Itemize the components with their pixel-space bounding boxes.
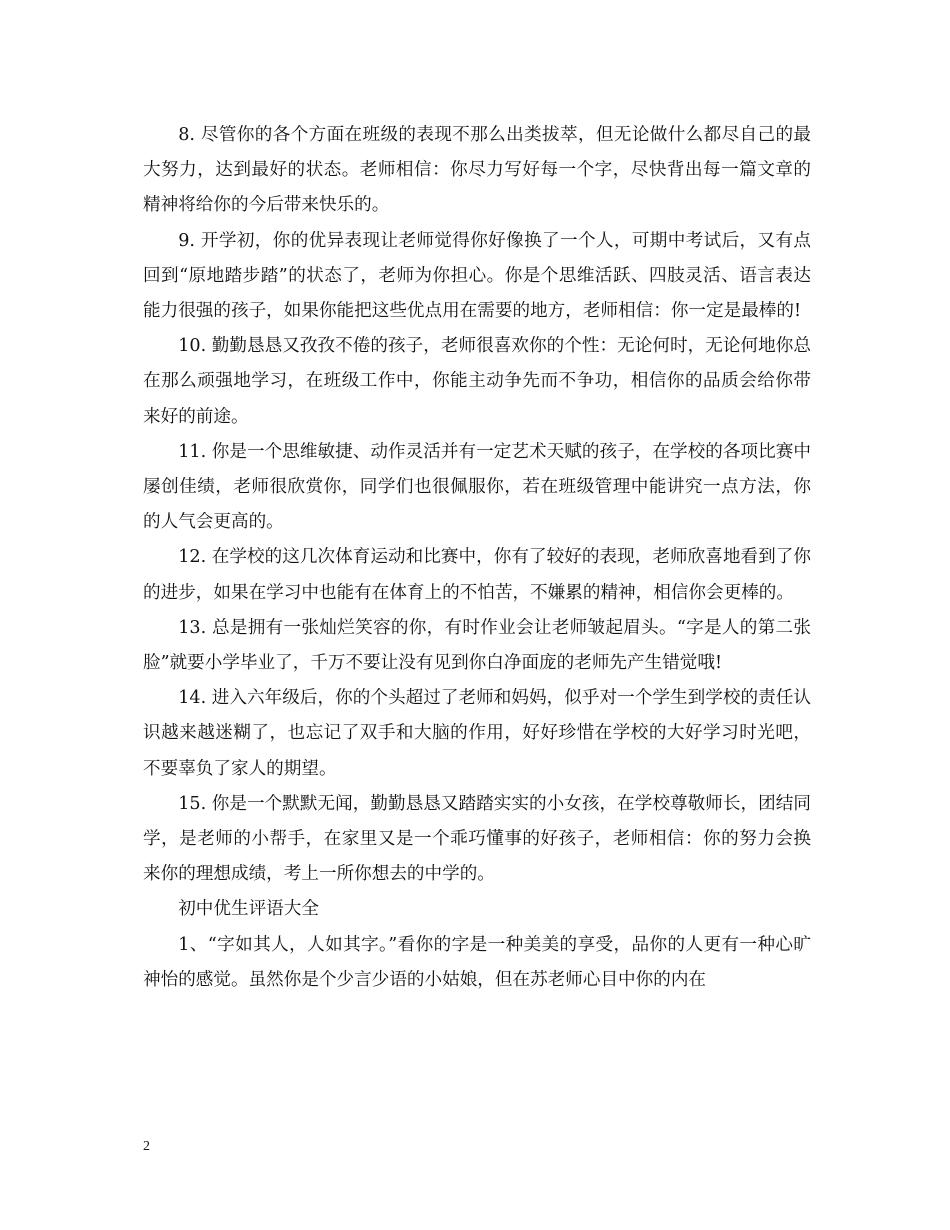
comment-paragraph-13: 13. 总是拥有一张灿烂笑容的你，有时作业会让老师皱起眉头。“字是人的第二张脸”就要小学毕业了，千万不要让没有见到你白净面庞的老师先产生错觉哦! bbox=[143, 617, 811, 674]
page-number: 2 bbox=[143, 1139, 150, 1154]
section-heading: 初中优生评语大全 bbox=[178, 899, 319, 920]
document-body bbox=[143, 118, 811, 998]
comment-paragraph-9: 9. 开学初，你的优异表现让老师觉得你好像换了一个人，可期中考试后，又有点回到“原地踏步踏”的状态了，老师为你担心。你是个思维活跃、四肢灵活、语言表达能力很强的孩子，如果你能把这些优点用在需要的地方，老师相信：你一定是最棒的! bbox=[143, 230, 811, 322]
comment-paragraph-15: 15. 你是一个默默无闻，勤勤恳恳又踏踏实实的小女孩，在学校尊敬师长，团结同学，是老师的小帮手，在家里又是一个乖巧懂事的好孩子，老师相信：你的努力会换来你的理想成绩，考上一所你想去的中学的。 bbox=[143, 793, 811, 885]
comment-paragraph-14: 14. 进入六年级后，你的个头超过了老师和妈妈，似乎对一个学生到学校的责任认识越来越迷糊了，也忘记了双手和大脑的作用，好好珍惜在学校的大好学习时光吧，不要辜负了家人的期望。 bbox=[143, 688, 811, 779]
comment-paragraph-1: 1、“字如其人，人如其字。”看你的字是一种美美的享受，品你的人更有一种心旷神怡的感觉。虽然你是个少言少语的小姑娘，但在苏老师心目中你的内在 bbox=[143, 934, 811, 990]
comment-paragraph-11: 11. 你是一个思维敏捷、动作灵活并有一定艺术天赋的孩子，在学校的各项比赛中屡创佳绩，老师很欣赏你，同学们也很佩服你，若在班级管理中能讲究一点方法，你的人气会更高的。 bbox=[143, 441, 811, 533]
comment-paragraph-12: 12. 在学校的这几次体育运动和比赛中，你有了较好的表现，老师欣喜地看到了你的进步，如果在学习中也能有在体育上的不怕苦，不嫌累的精神，相信你会更棒的。 bbox=[143, 547, 811, 603]
comment-paragraph-10: 10. 勤勤恳恳又孜孜不倦的孩子，老师很喜欢你的个性：无论何时，无论何地你总在那么顽强地学习，在班级工作中，你能主动争先而不争功，相信你的品质会给你带来好的前途。 bbox=[143, 336, 811, 427]
comment-paragraph-8: 8. 尽管你的各个方面在班级的表现不那么出类拔萃，但无论做什么都尽自己的最大努力，达到最好的状态。老师相信：你尽力写好每一个字，尽快背出每一篇文章的精神将给你的今后带来快乐的。 bbox=[143, 125, 811, 216]
